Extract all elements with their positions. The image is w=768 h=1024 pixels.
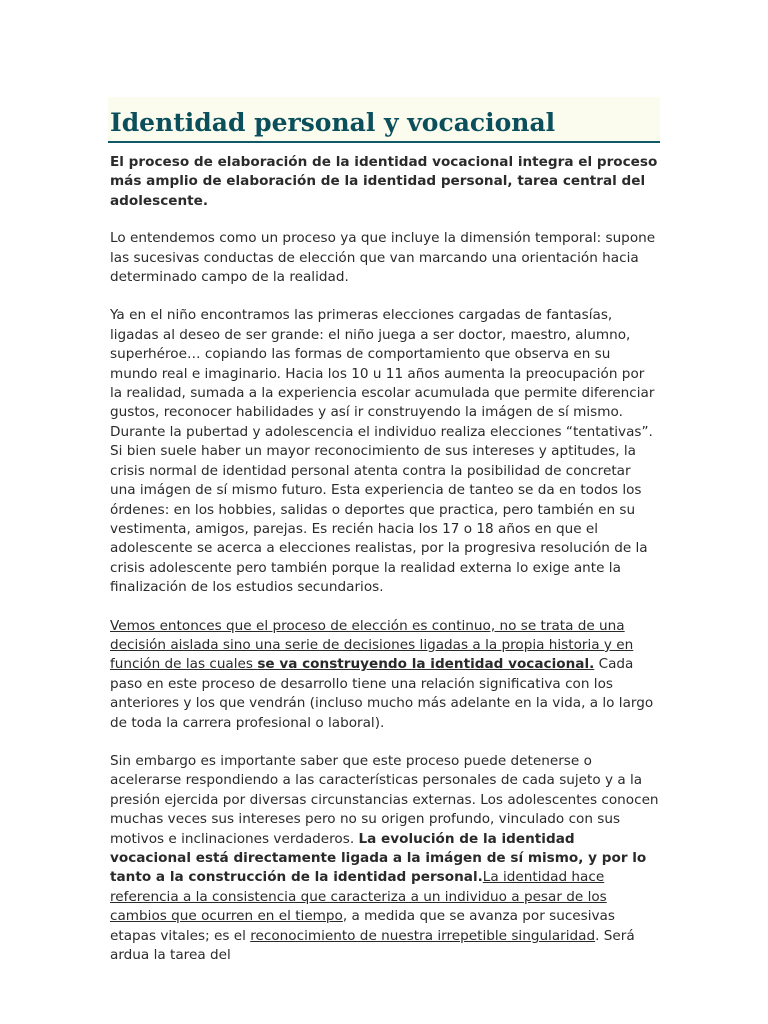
paragraph-4-text-3: . Será ardua la tarea del bbox=[110, 927, 635, 964]
underlined-text: Vemos entonces que el proceso de elección es continuo, no se trata de una decisión aislada sino una serie de decisiones ligadas a la propia historia y en función de las cuales bbox=[110, 617, 634, 673]
paragraph-3 bbox=[108, 617, 660, 733]
paragraph-2: Ya en el niño encontramos las primeras elecciones cargadas de fantasías, ligadas al deseo de ser grande: el niño juega a ser doctor, maestro, alumno, superhéroe… copiando las formas de comportamiento que observa en su mundo real e imaginario. Hacia los 10 u 11 años aumenta la preocupación por la realidad, sumada a la experiencia escolar acumulada que permite diferenciar gustos, reconocer habilidades y así ir construyendo la imágen de sí mismo. Durante la pubertad y adolescencia el individuo realiza elecciones “tentativas”. Si bien suele haber un mayor reconocimiento de sus intereses y aptitudes, la crisis normal de identidad personal atenta contra la posibilidad de concretar una imágen de sí mismo futuro. Esta experiencia de tanteo se da en todos los órdenes: en los hobbies, salidas o deportes que practica, pero también en su vestimenta, amigos, parejas. Es recién hacia los 17 o 18 años en que el adolescente se acerca a elecciones realistas, por la progresiva resolución de la crisis adolescente pero también porque la realidad externa lo exige ante la finalización de los estudios secundarios. bbox=[110, 307, 655, 596]
paragraph-4-text-2: , a medida que se avanza por sucesivas etapas vitales; es el bbox=[110, 908, 615, 944]
underlined-text-1: La identidad hace referencia a la consistencia que caracteriza a un individuo a pesar de los cambios que ocurren en el tiempo bbox=[110, 869, 607, 925]
underlined-text-2: reconocimiento de nuestra irrepetible singularidad bbox=[250, 927, 596, 944]
paragraph-4-text-1: Sin embargo es importante saber que este proceso puede detenerse o acelerarse respondiendo a las características personales de cada sujeto y a la presión ejercida por diversas circunstancias externas. Los adolescentes conocen muchas veces sus intereses pero no su origen profundo, vinculado con sus motivos e inclinaciones verdaderos. bbox=[110, 752, 659, 847]
bold-underlined-text: se va construyendo la identidad vocacional. bbox=[257, 656, 595, 673]
paragraph-1: Lo entendemos como un proceso ya que incluye la dimensión temporal: supone las sucesivas conductas de elección que van marcando una orientación hacia determinado campo de la realidad. bbox=[110, 230, 656, 286]
document-page bbox=[108, 97, 660, 984]
paragraph-3-rest: Cada paso en este proceso de desarrollo tiene una relación significativa con los anteriores y los que vendrán (incluso mucho más adelante en la vida, a lo largo de toda la carrera profesional o laboral). bbox=[110, 656, 654, 731]
paragraph-4 bbox=[108, 752, 660, 965]
lead-paragraph: El proceso de elaboración de la identidad vocacional integra el proceso más amplio de elaboración de la identidad personal, tarea central del adolescente. bbox=[110, 154, 658, 209]
page-title: Identidad personal y vocacional bbox=[110, 108, 556, 137]
title-bar bbox=[108, 97, 660, 143]
bold-text: La evolución de la identidad vocacional está directamente ligada a la imágen de sí mismo, y por lo tanto a la construcción de la identidad personal. bbox=[110, 830, 647, 886]
